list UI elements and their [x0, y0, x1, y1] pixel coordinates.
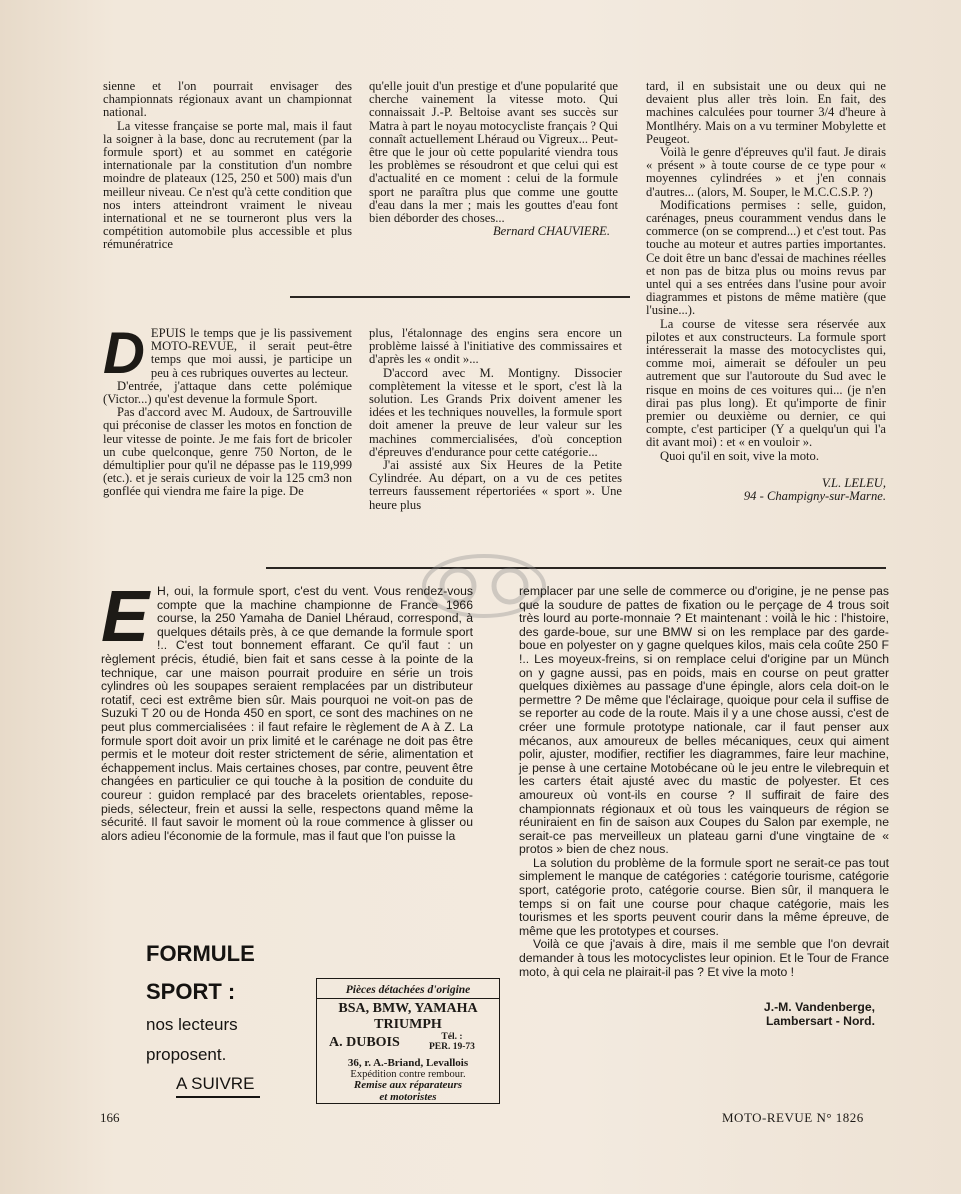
promo-block: [146, 940, 276, 1098]
promo-line-4: proposent.: [146, 1045, 227, 1064]
ad-remise-2: et motoristes: [379, 1090, 437, 1103]
ad-header: Pièces détachées d'origine: [317, 984, 499, 999]
paragraph: [101, 577, 473, 843]
ad-telephone: [429, 1032, 475, 1052]
paragraph: D'accord avec M. Montigny. Dissocier complètement la vitesse et le sport, c'est là la solution. Les Grands Prix doivent amener les idées et les techniques nouvelles, la formule sport doit amener la preuve de leur valeur sur les machines commercialisées, d'où conception d'épreuves d'endurance pour cette catégorie...: [369, 365, 622, 459]
dropcap-d: D: [103, 321, 145, 386]
ad-address: 36, r. A.-Briand, Levallois: [347, 1057, 469, 1069]
paragraph: tard, il en subsistait une ou deux qui ne devaient plus aller très loin. En fait, des machines calculées pour tourner 3/4 d'heure à Montlhéry. Mais on a vu terminer Mobylette et Peugeot.: [646, 79, 886, 146]
promo-line-3: nos lecteurs: [146, 1015, 238, 1034]
signature-chauviere: Bernard CHAUVIERE.: [492, 224, 610, 239]
lead-text: H, oui, la formule sport, c'est du vent. Vous rendez-vous compte que la machine championne de France 1966 course, la 250 Yamaha de Daniel Lhéraud, correspond, à quelques détails près, à ce que demande la formule sport !.. C'est tout bonnement effarant. Ce qu'il faut : un règlement précis, étudié, bien fait et sans cesse à la pointe de la technique, car une maison pourrait produire en série un trois cylindres où les soupapes seraient remplacées par un distributeur rotatif, ceci est extrême bien sûr. Mais pourquoi ne voit-on pas de Suzuki T 20 ou de Honda 450 en sport, ce sont des machines on ne peut plus commercialisées : il faut refaire le règlement de A à Z. La formule sport doit avoir un prix limité et le carénage ne doit pas être permis et le moteur doit rester strictement de série, alimentation et échappement inclus. Mais certaines choses, par contre, peuvent être changées en particulier ce qui touche à la position de conduite du coureur : guidon remplacé par des bracelets orientables, repose-pieds, sélecteur, frein et aussi la selle, respectons quand même la sécurité. Il faut savoir le moment où la roue commence à glisser ou alors adieu l'économie de la formule, mas il faut que l'on puisse la: [101, 584, 473, 843]
promo-a-suivre: A SUIVRE: [176, 1068, 260, 1098]
paragraph: J'ai assisté aux Six Heures de la Petite Cylindrée. Au départ, on a vu de ces petites terreurs faussement répertoriées « sport ». Une heure plus: [369, 458, 622, 512]
top-column-1: [103, 80, 352, 252]
magazine-issue: MOTO-REVUE N° 1826: [722, 1110, 864, 1125]
page-number: 166: [100, 1110, 120, 1125]
ad-tel-label: Tél. :: [441, 1032, 463, 1042]
top-column-2: [369, 80, 618, 238]
ad-shipping: Expédition contre rembour.: [350, 1069, 466, 1080]
paragraph: La vitesse française se porte mal, mais il faut la soigner à la base, donc au recrutement (par la formule sport) et au sommet en catégorie internationale par la constitution d'un nombre moindre de plateaux (125, 250 et 500) mais d'un meilleur niveau. Ce n'est qu'à cette condition que nos inters atteindront vraiment le niveau international et ne se tourneront plus vers la compétition automobile plus accessible et plus rémunératrice: [103, 118, 352, 252]
middle-column-1: [103, 321, 352, 499]
paragraph: Voilà le genre d'épreuves qu'il faut. Je dirais « présent » à toute course de ce type pour « moyennes cylindrées » et j'en connais d'autres... (alors, M. Souper, le M.C.C.S.P. ?): [646, 145, 886, 199]
ad-name: A. DUBOIS: [329, 1035, 400, 1050]
signature-leleu-name: V.L. LELEU,: [821, 475, 886, 490]
middle-column-2: [369, 327, 622, 512]
ad-brands-line-2: TRIUMPH: [374, 1017, 442, 1032]
ad-dealer-name: [317, 1032, 499, 1057]
promo-title-2: SPORT :: [146, 979, 236, 1004]
advertisement-box: [316, 978, 500, 1104]
bottom-column-1: [101, 577, 473, 843]
paragraph: Quoi qu'il en soit, vive la moto.: [660, 448, 819, 463]
paragraph: remplacer par une selle de commerce ou d'origine, je ne pense pas que la soudure de pattes de fixation ou le perçage de 4 trous soit très lourd au porte-monnaie ? Et maintenant : voilà le hic : l'histoire, des garde-boue, sur une BMW si on les remplace par des garde-boue en polyester on y gagne quelques kilos, mais cela coûte 250 F !.. Les moyeux-freins, si on remplace celui d'origine par un Münch on y gagne aussi, pas en poids, mais en course on peut gratter quelques dixièmes au passage d'une épingle, alors cela doit-on le permettre ? De même que l'éclairage, quoique pour cela il suffise de se reporter au code de la route. Mais il y a une chose aussi, c'est de créer une formule prototype nationale, car il faut penser aux mécanos, aux amoureux de belles mécaniques, ceux qui aiment polir, ajuster, modifier, rectifier les diagrammes, faire leur machine, je pense à une certaine Motobécane où le jeu entre le vilebrequin et les carters était ajusté avec du mastic de polyester. Et ces amoureux où vont-ils en course ? Il suffirait de faire des championnats régionaux et où tous les vainqueurs de région se réuniraient en fin de saison aux Coupes du Salon par exemple, ne serait-ce pas merveilleux un plateau garni d'une vingtaine de « protos » bien de chez nous.: [519, 584, 889, 857]
paragraph: La solution du problème de la formule sport ne serait-ce pas tout simplement le manque de catégories : catégorie tourisme, catégorie sport, catégorie proto, catégorie course. Bien sûr, il manquera le temps si on fait une course pour chaque catégorie, mais les tourismes et les sports peuvent courir dans la même épreuve, de même que les prototypes et courses.: [519, 855, 889, 938]
section-divider-2: [266, 567, 886, 569]
signature-leleu-place: 94 - Champigny-sur-Marne.: [743, 489, 886, 504]
paragraph: sienne et l'on pourrait envisager des championnats régionaux avant un championnat national.: [103, 79, 352, 120]
ad-brands-line-1: BSA, BMW, YAMAHA: [338, 1001, 478, 1016]
paragraph: qu'elle jouit d'un prestige et d'une popularité que cherche vainement la vitesse moto. Qui connaissait J.-P. Beltoise avant ses succès sur Matra à part le noyau motocycliste français ? Qui connaît actuellement Lhéraud ou Vigreux... Peut-être que le jour où cette popularité viendra tous les problèmes se résoudront et que celui qui est d'actualité en ce moment : celui de la formule sport ne paraîtra plus que comme une goutte d'eau dans la mer ; mais les gouttes d'eau font bien déborder des choses...: [369, 79, 618, 226]
top-column-3: [646, 80, 886, 503]
bottom-column-2: [519, 585, 889, 1028]
ad-remise-1: Remise aux réparateurs: [353, 1079, 463, 1091]
paragraph: Pas d'accord avec M. Audoux, de Sartrouville qui préconise de classer les motos en fonction de leur vitesse de pointe. Je me fais fort de bricoler un cube quelconque, genre 750 Norton, de le démultiplier pour qu'il ne dépasse pas le 119,999 (etc.). et je serais curieux de voir la 125 cm3 non gonflée qui viendra me faire la pige. De: [103, 405, 352, 499]
lead-text: EPUIS le temps que je lis passivement MOTO-REVUE, il serait peut-être temps que moi aussi, je participe un peu à ces rubriques ouvertes au lecteur.: [150, 326, 352, 380]
paragraph: D'entrée, j'attaque dans cette polémique (Victor...) qu'est devenue la formule Sport.: [103, 378, 352, 407]
paragraph: Voilà ce que j'avais à dire, mais il me semble que l'on devrait demander à tous les motocyclistes leur opinion. Et le Tour de France moto, à qui cela ne plairait-il pas ? Et vive la moto !: [519, 937, 889, 979]
section-divider-1: [290, 296, 630, 298]
paragraph: Modifications permises : selle, guidon, carénages, pneus couramment vendus dans le commerce (on se comprend...) et c'est tout. Pas touche au moteur et autres parties importantes. Ce doit être un banc d'essai de machines réelles et non pas de bitza plus ou moins revus par untel qui a ses entrées dans l'usine pour avoir diagrammes et pistons de même matière (que l'usine...).: [646, 197, 886, 318]
paragraph: plus, l'étalonnage des engins sera encore un problème laissé à l'initiative des commissaires et d'après les « ondit »...: [369, 326, 622, 367]
paragraph: [103, 321, 352, 386]
promo-title-1: FORMULE: [146, 941, 255, 966]
dropcap-e: E: [101, 577, 150, 657]
signature-vandenberge-place: Lambersart - Nord.: [765, 1013, 875, 1028]
paragraph: La course de vitesse sera réservée aux pilotes et aux constructeurs. La formule sport intéresserait la masse des motocyclistes qui, comme moi, aimerait se défouler un peu autrement que sur l'autoroute du Sud avec le risque en moins de ces voitures qui... (je n'en dirai pas plus long). Et qu'importe de finir premier ou deuxième ou dernier, ce qui compte, c'est participer (Y a quelqu'un qui l'a dit avant moi) : et « en vouloir ».: [646, 316, 886, 450]
signature-vandenberge-name: J.-M. Vandenberge,: [763, 1000, 875, 1015]
ad-tel-number: PER. 19-73: [429, 1042, 475, 1052]
